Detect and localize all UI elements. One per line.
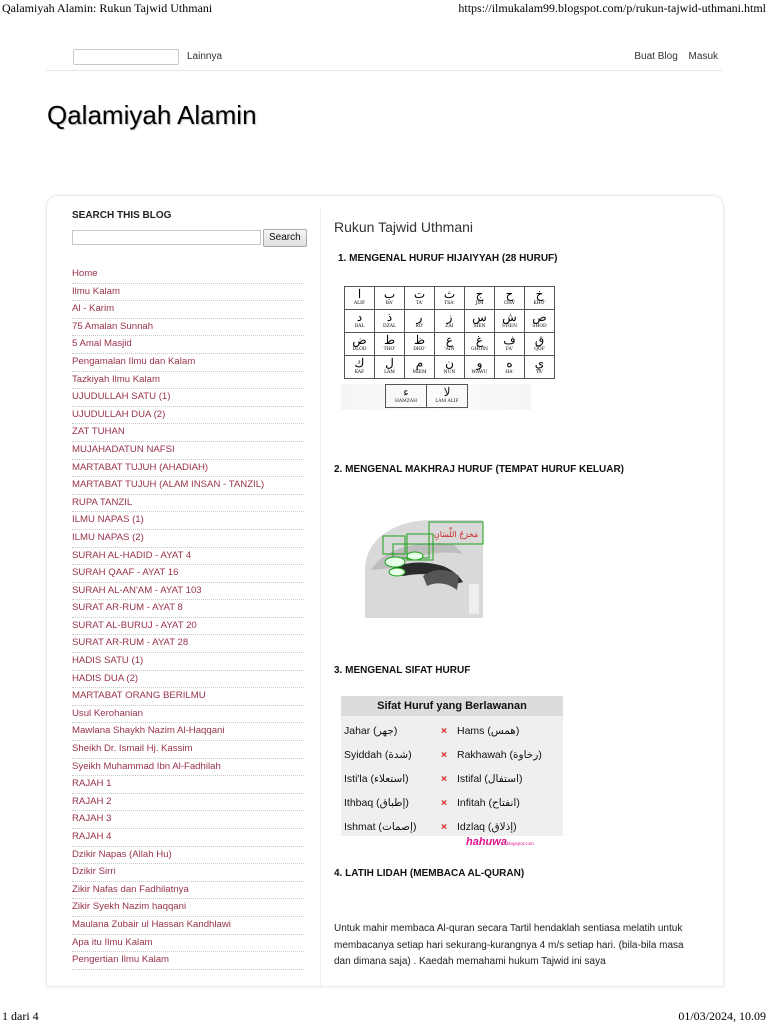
sifat-title: Sifat Huruf yang Berlawanan bbox=[341, 696, 563, 716]
navbar-more-link[interactable]: Lainnya bbox=[187, 51, 223, 62]
sidebar-page-link[interactable]: Pengamalan Ilmu dan Kalam bbox=[72, 354, 304, 372]
letter-cell: ث TSA' bbox=[435, 287, 465, 310]
sidebar-page-link[interactable]: SURAT AL-BURUJ - AYAT 20 bbox=[72, 618, 304, 636]
sidebar-page-link[interactable]: Zikir Nafas dan Fadhilatnya bbox=[72, 882, 304, 900]
opposite-icon: × bbox=[441, 797, 448, 809]
letter-cell: ا ALIF bbox=[345, 287, 375, 310]
letter-cell: ذ DZAL bbox=[375, 310, 405, 333]
print-page-url: https://ilmukalam99.blogspot.com/p/rukun-tajwid-uthmani.html bbox=[458, 1, 766, 15]
sifat-right: Infitah (انفتاح) bbox=[457, 797, 520, 809]
sidebar-page-link[interactable]: SURAT AR-RUM - AYAT 28 bbox=[72, 635, 304, 653]
pages-list bbox=[72, 266, 304, 970]
sidebar-page-link[interactable]: ZAT TUHAN bbox=[72, 424, 304, 442]
opposite-icon: × bbox=[441, 749, 448, 761]
letter-cell: ط THO' bbox=[375, 333, 405, 356]
letter-cell: س SIEN bbox=[465, 310, 495, 333]
print-header bbox=[0, 0, 768, 18]
search-widget bbox=[72, 229, 304, 247]
create-blog-link[interactable]: Buat Blog bbox=[634, 51, 678, 62]
sidebar-page-link[interactable]: Zikir Syekh Nazim haqqani bbox=[72, 899, 304, 917]
sifat-right: Istifal (استفال) bbox=[457, 773, 523, 785]
letter-cell: لا LAM ALIF bbox=[427, 385, 468, 408]
opposite-icon: × bbox=[441, 821, 448, 833]
sidebar-page-link[interactable]: SURAH QAAF - AYAT 16 bbox=[72, 565, 304, 583]
letter-cell: ع 'AIN bbox=[435, 333, 465, 356]
sidebar-page-link[interactable]: Ilmu Kalam bbox=[72, 284, 304, 302]
sidebar-page-link[interactable]: UJUDULLAH SATU (1) bbox=[72, 389, 304, 407]
sidebar-page-link[interactable]: MARTABAT ORANG BERILMU bbox=[72, 688, 304, 706]
sidebar-page-link[interactable]: Mawlana Shaykh Nazim Al-Haqqani bbox=[72, 723, 304, 741]
sifat-left: Ithbaq (إطباق) bbox=[344, 797, 409, 809]
letter-cell: و WAWU bbox=[465, 356, 495, 379]
sidebar-page-link[interactable]: Home bbox=[72, 266, 304, 284]
section-heading-1: 1. MENGENAL HURUF HIJAIYYAH (28 HURUF) bbox=[338, 253, 558, 264]
sidebar-page-link[interactable]: Al - Karim bbox=[72, 301, 304, 319]
sifat-left: Ishmat (إصمات) bbox=[344, 821, 417, 833]
sidebar-page-link[interactable]: MARTABAT TUJUH (AHADIAH) bbox=[72, 460, 304, 478]
sifat-row bbox=[341, 792, 563, 816]
section-heading-2: 2. MENGENAL MAKHRAJ HURUF (TEMPAT HURUF KELUAR) bbox=[334, 464, 624, 475]
letter-cell: ء HAMZAH bbox=[386, 385, 427, 408]
letter-cell: ر RO' bbox=[405, 310, 435, 333]
post-title: Rukun Tajwid Uthmani bbox=[334, 219, 474, 235]
letter-cell: ن NUN bbox=[435, 356, 465, 379]
letter-cell: ض DLOD bbox=[345, 333, 375, 356]
post-body-text: Untuk mahir membaca Al-quran secara Tartil hendaklah sentiasa melatih untuk membacanya setiap hari sekurang-kurangnya 4 m/s setiap hari. (bila-bila masa dan dimana saja) . Kaedah memahami hukum Tajwid ini saya bbox=[334, 923, 684, 967]
print-footer bbox=[0, 1008, 768, 1024]
navbar-right-links bbox=[626, 51, 718, 62]
letter-cell: م MIEM bbox=[405, 356, 435, 379]
sidebar-page-link[interactable]: RAJAH 1 bbox=[72, 776, 304, 794]
letter-cell: خ KHO' bbox=[525, 287, 555, 310]
print-page-number: 1 dari 4 bbox=[2, 1009, 39, 1023]
sidebar-page-link[interactable]: Apa itu Ilmu Kalam bbox=[72, 935, 304, 953]
letter-cell: ب BA' bbox=[375, 287, 405, 310]
post bbox=[320, 208, 711, 988]
sidebar-page-link[interactable]: Maulana Zubair ul Hassan Kandhlawi bbox=[72, 917, 304, 935]
sidebar-page-link[interactable]: Pengertian Ilmu Kalam bbox=[72, 952, 304, 970]
letter-cell: ل LAM bbox=[375, 356, 405, 379]
sifat-right: Idzlaq (إذلاق) bbox=[457, 821, 517, 833]
hahuwa-logo: hahuwablogspot.com bbox=[466, 836, 534, 848]
sidebar-page-link[interactable]: MUJAHADATUN NAFSI bbox=[72, 442, 304, 460]
sidebar-page-link[interactable]: Syeikh Muhammad Ibn Al-Fadhilah bbox=[72, 759, 304, 777]
sidebar-page-link[interactable]: Usul Kerohanian bbox=[72, 706, 304, 724]
letter-cell: ك KAF bbox=[345, 356, 375, 379]
sidebar-page-link[interactable]: Sheikh Dr. Ismail Hj. Kassim bbox=[72, 741, 304, 759]
sidebar-page-link[interactable]: RAJAH 3 bbox=[72, 811, 304, 829]
sifat-left: Jahar (جهر) bbox=[344, 725, 398, 737]
blog-search-input[interactable] bbox=[72, 230, 261, 245]
sifat-right: Rakhawah (رخاوة) bbox=[457, 749, 542, 761]
letter-cell: ص SHOD bbox=[525, 310, 555, 333]
navbar-search-input[interactable] bbox=[73, 49, 179, 65]
sidebar-page-link[interactable]: SURAH AL-HADID - AYAT 4 bbox=[72, 548, 304, 566]
sidebar bbox=[72, 210, 304, 970]
sifat-left: Isti'la (استعلاء) bbox=[344, 773, 409, 785]
letter-cell: د DAL bbox=[345, 310, 375, 333]
sidebar-page-link[interactable]: ILMU NAPAS (2) bbox=[72, 530, 304, 548]
sign-in-link[interactable]: Masuk bbox=[688, 51, 718, 62]
sidebar-page-link[interactable]: RAJAH 2 bbox=[72, 794, 304, 812]
sidebar-page-link[interactable]: UJUDULLAH DUA (2) bbox=[72, 407, 304, 425]
sidebar-page-link[interactable]: Dzikir Sirri bbox=[72, 864, 304, 882]
sidebar-page-link[interactable]: SURAT AR-RUM - AYAT 8 bbox=[72, 600, 304, 618]
sidebar-page-link[interactable]: ILMU NAPAS (1) bbox=[72, 512, 304, 530]
print-datetime: 01/03/2024, 10.09 bbox=[678, 1009, 766, 1023]
sifat-row bbox=[341, 744, 563, 768]
blog-title[interactable]: Qalamiyah Alamin bbox=[47, 100, 257, 130]
letter-cell: ش SYIEN bbox=[495, 310, 525, 333]
sidebar-page-link[interactable]: RAJAH 4 bbox=[72, 829, 304, 847]
makhraj-diagram-image bbox=[363, 510, 485, 618]
hijaiyyah-letters-last-row bbox=[385, 384, 468, 408]
letter-cell: غ GHOIN bbox=[465, 333, 495, 356]
sifat-right: Hams (همس) bbox=[457, 725, 520, 737]
sidebar-page-link[interactable]: Dzikir Napas (Allah Hu) bbox=[72, 847, 304, 865]
sidebar-page-link[interactable]: HADIS SATU (1) bbox=[72, 653, 304, 671]
letter-cell: ه HA' bbox=[495, 356, 525, 379]
sifat-left: Syiddah (شدة) bbox=[344, 749, 412, 761]
hijaiyyah-letters-table bbox=[344, 286, 555, 379]
letter-cell: ح CHA' bbox=[495, 287, 525, 310]
letter-cell: ي YA' bbox=[525, 356, 555, 379]
sifat-row bbox=[341, 720, 563, 744]
blog-search-button[interactable]: Search bbox=[263, 229, 307, 247]
letter-cell: ظ DHO' bbox=[405, 333, 435, 356]
opposite-icon: × bbox=[441, 773, 448, 785]
letter-cell: ت TA' bbox=[405, 287, 435, 310]
sifat-huruf-image bbox=[341, 696, 563, 836]
search-widget-title: SEARCH THIS BLOG bbox=[72, 210, 172, 221]
sidebar-page-link[interactable]: SURAH AL-AN'AM - AYAT 103 bbox=[72, 583, 304, 601]
sidebar-page-link[interactable]: Tazkiyah Ilmu Kalam bbox=[72, 372, 304, 390]
sidebar-page-link[interactable]: 5 Amal Masjid bbox=[72, 336, 304, 354]
letter-cell: ج JIM bbox=[465, 287, 495, 310]
sifat-row bbox=[341, 768, 563, 792]
print-page-title: Qalamiyah Alamin: Rukun Tajwid Uthmani bbox=[2, 1, 213, 15]
letter-cell: ف FA' bbox=[495, 333, 525, 356]
sidebar-page-link[interactable]: MARTABAT TUJUH (ALAM INSAN - TANZIL) bbox=[72, 477, 304, 495]
makhraj-label: مَخرَجُ اللِّسَانِ bbox=[433, 530, 479, 539]
opposite-icon: × bbox=[441, 725, 448, 737]
letter-cell: ز ZAI bbox=[435, 310, 465, 333]
letter-cell: ق QOF bbox=[525, 333, 555, 356]
blogger-navbar bbox=[46, 42, 722, 71]
sidebar-page-link[interactable]: HADIS DUA (2) bbox=[72, 671, 304, 689]
sidebar-page-link[interactable]: 75 Amalan Sunnah bbox=[72, 319, 304, 337]
section-heading-4: 4. LATIH LIDAH (MEMBACA AL-QURAN) bbox=[334, 868, 525, 879]
sidebar-page-link[interactable]: RUPA TANZIL bbox=[72, 495, 304, 513]
section-heading-3: 3. MENGENAL SIFAT HURUF bbox=[334, 665, 471, 676]
